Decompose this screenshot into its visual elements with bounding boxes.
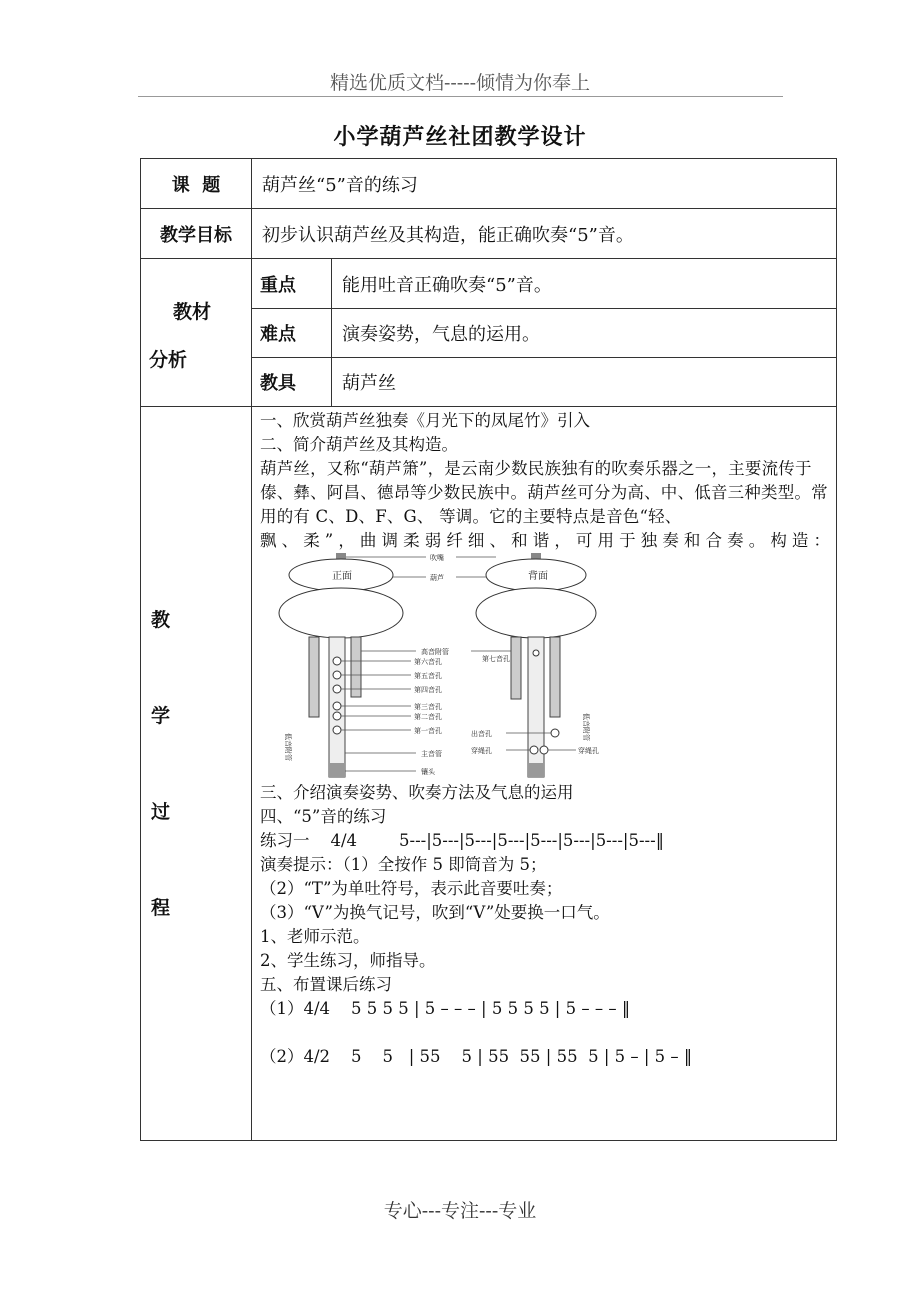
topic-row — [141, 159, 837, 209]
process-line: 2、学生练习，师指导。 — [260, 951, 436, 970]
process-content — [252, 407, 837, 1141]
difficulty-label: 难点 — [252, 309, 332, 358]
process-line: （2）“T”为单吐符号，表示此音要吐奏； — [260, 879, 563, 898]
back-instrument — [476, 553, 596, 777]
diagram-label: 第七音孔 — [482, 655, 510, 663]
tools-label: 教具 — [252, 358, 332, 407]
front-instrument — [279, 553, 403, 777]
lesson-plan-table — [140, 158, 837, 1141]
diagram-label: 第六音孔 — [414, 658, 442, 666]
diagram-label: 主音管 — [421, 750, 442, 758]
diagram-label: 第一音孔 — [414, 727, 442, 735]
diagram-label: 第三音孔 — [414, 703, 442, 711]
goal-label: 教学目标 — [141, 209, 252, 259]
process-line: 四、“5”音的练习 — [260, 807, 387, 826]
process-label-char: 学 — [151, 705, 171, 727]
material-label-1: 教材 — [173, 301, 212, 323]
diagram-label: 低音附管 — [582, 713, 590, 741]
exercise-line: 练习一 4/4 5---|5---|5---|5---|5---|5---|5---|5---‖ — [260, 831, 664, 850]
key-row — [141, 259, 837, 309]
topic-value: 葫芦丝“5”音的练习 — [252, 159, 837, 209]
back-label: 背面 — [528, 571, 548, 582]
diagram-label: 镶头 — [421, 768, 435, 776]
process-label-char: 程 — [151, 897, 171, 919]
diagram-label: 穿绳孔 — [578, 747, 599, 755]
exercise-line: （1）4/4 5 5 5 5 | 5 – – – | 5 5 5 5 | 5 – – – ‖ — [260, 999, 631, 1018]
exercise-line: （2）4/2 5 5 | 55 5 | 55 55 | 55 5 | 5 – | 5 – ‖ — [260, 1047, 693, 1066]
process-label-char: 教 — [151, 609, 171, 631]
key-value: 能用吐音正确吹奏“5”音。 — [332, 259, 837, 309]
header-rule — [138, 96, 783, 97]
process-line: 二、简介葫芦丝及其构造。 — [260, 435, 458, 454]
diagram-label: 低音附管 — [284, 733, 292, 761]
diagram-label: 第四音孔 — [414, 686, 442, 694]
diagram-label: 高音附管 — [421, 648, 449, 656]
process-line: （3）“V”为换气记号，吹到“V”处要换一口气。 — [260, 903, 610, 922]
key-label: 重点 — [252, 259, 332, 309]
material-label — [141, 259, 252, 407]
process-row — [141, 407, 837, 1141]
topic-label: 课 题 — [141, 159, 252, 209]
diagram-label: 穿绳孔 — [471, 747, 492, 755]
material-label-2: 分析 — [149, 349, 188, 371]
hulusi-structure-diagram — [266, 553, 806, 781]
page-footer: 专心---专注---专业 — [383, 1200, 537, 1222]
front-label: 正面 — [332, 571, 352, 582]
process-line: 五、布置课后练习 — [260, 975, 392, 994]
document-title: 小学葫芦丝社团教学设计 — [333, 125, 587, 150]
difficulty-value: 演奏姿势，气息的运用。 — [332, 309, 837, 358]
goal-value: 初步认识葫芦丝及其构造，能正确吹奏“5”音。 — [252, 209, 837, 259]
process-line: 三、介绍演奏姿势、吹奏方法及气息的运用 — [260, 783, 574, 802]
diagram-label: 第二音孔 — [414, 713, 442, 721]
diagram-label: 出音孔 — [471, 730, 492, 738]
page-header: 精选优质文档-----倾情为你奉上 — [329, 72, 591, 94]
process-paragraph: 葫芦丝，又称“葫芦箫”，是云南少数民族独有的吹奏乐器之一，主要流传于傣、彝、阿昌、德昂等少数民族中。葫芦丝可分为高、中、低音三种类型。常用的有 C、D、F、G、 等调。它的主要特点是音色“轻、 — [260, 459, 828, 526]
diagram-label: 第五音孔 — [414, 672, 442, 680]
process-label-char: 过 — [151, 801, 171, 823]
diagram-label: 葫芦 — [430, 574, 444, 582]
process-line: 飘、柔”，曲调柔弱纤细、和谐，可用于独奏和合奏。构造： — [260, 531, 831, 550]
blank-line — [260, 1021, 836, 1045]
goal-row — [141, 209, 837, 259]
tools-value: 葫芦丝 — [332, 358, 837, 407]
diagram-label: 吹嘴 — [430, 554, 444, 562]
process-label — [141, 407, 252, 1141]
process-line: 演奏提示：（1）全按作 5 即筒音为 5； — [260, 855, 547, 874]
process-line: 1、老师示范。 — [260, 927, 370, 946]
process-line: 一、欣赏葫芦丝独奏《月光下的凤尾竹》引入 — [260, 411, 590, 430]
